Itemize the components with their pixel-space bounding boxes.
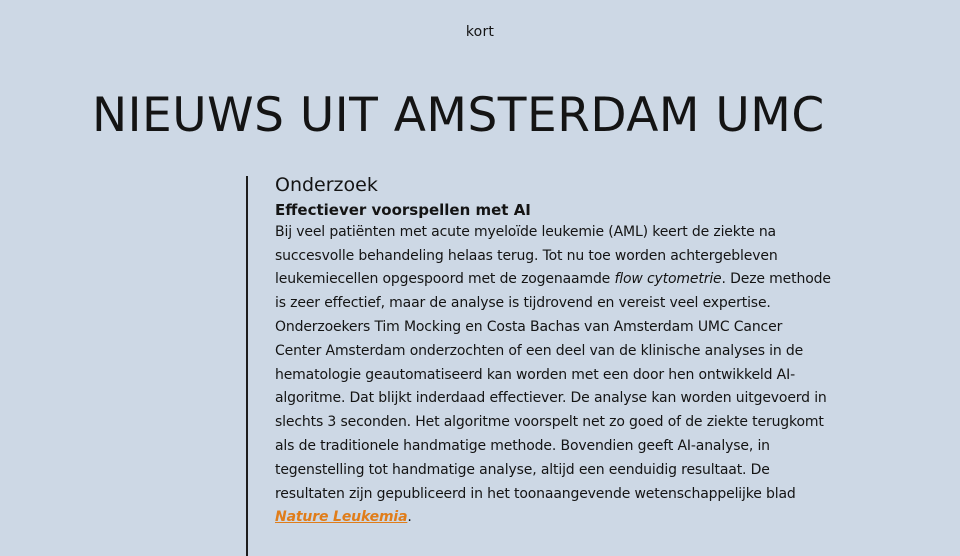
- article-body-emphasis: flow cytometrie: [614, 271, 722, 288]
- article-body-end: .: [407, 509, 412, 526]
- article: [246, 174, 831, 556]
- article-body-part1: Bij veel patiënten met acute myeloïde leukemie (AML) keert de ziekte na succesvolle behandeling helaas terug. Tot nu toe worden achtergebleven leukemiecellen opgespoord met de zogenaamde: [275, 223, 778, 288]
- article-category: Onderzoek: [275, 174, 378, 196]
- article-body: [275, 221, 831, 530]
- section-label: kort: [465, 24, 495, 40]
- page-title: NIEUWS UIT AMSTERDAM UMC: [92, 88, 825, 143]
- article-headline: Effectiever voorspellen met AI: [275, 200, 531, 219]
- article-body-part2: . Deze methode is zeer effectief, maar de analyse is tijdrovend en vereist veel expertise. Onderzoekers Tim Mocking en Costa Bachas van Amsterdam UMC Cancer Center Amsterdam onderzochten of een deel van de klinische analyses in de hematologie geautomatiseerd kan worden met een door hen ontwikkeld AI-algoritme. Dat blijkt inderdaad effectiever. De analyse kan worden uitgevoerd in slechts 3 seconden. Het algoritme voorspelt net zo goed of de ziekte terugkomt als de traditionele handmatige methode. Bovendien geeft AI-analyse, in tegenstelling tot handmatige analyse, altijd een eenduidig resultaat. De resultaten zijn gepubliceerd in het toonaangevende wetenschappelijke blad: [275, 271, 831, 502]
- journal-link[interactable]: Nature Leukemia: [275, 509, 408, 526]
